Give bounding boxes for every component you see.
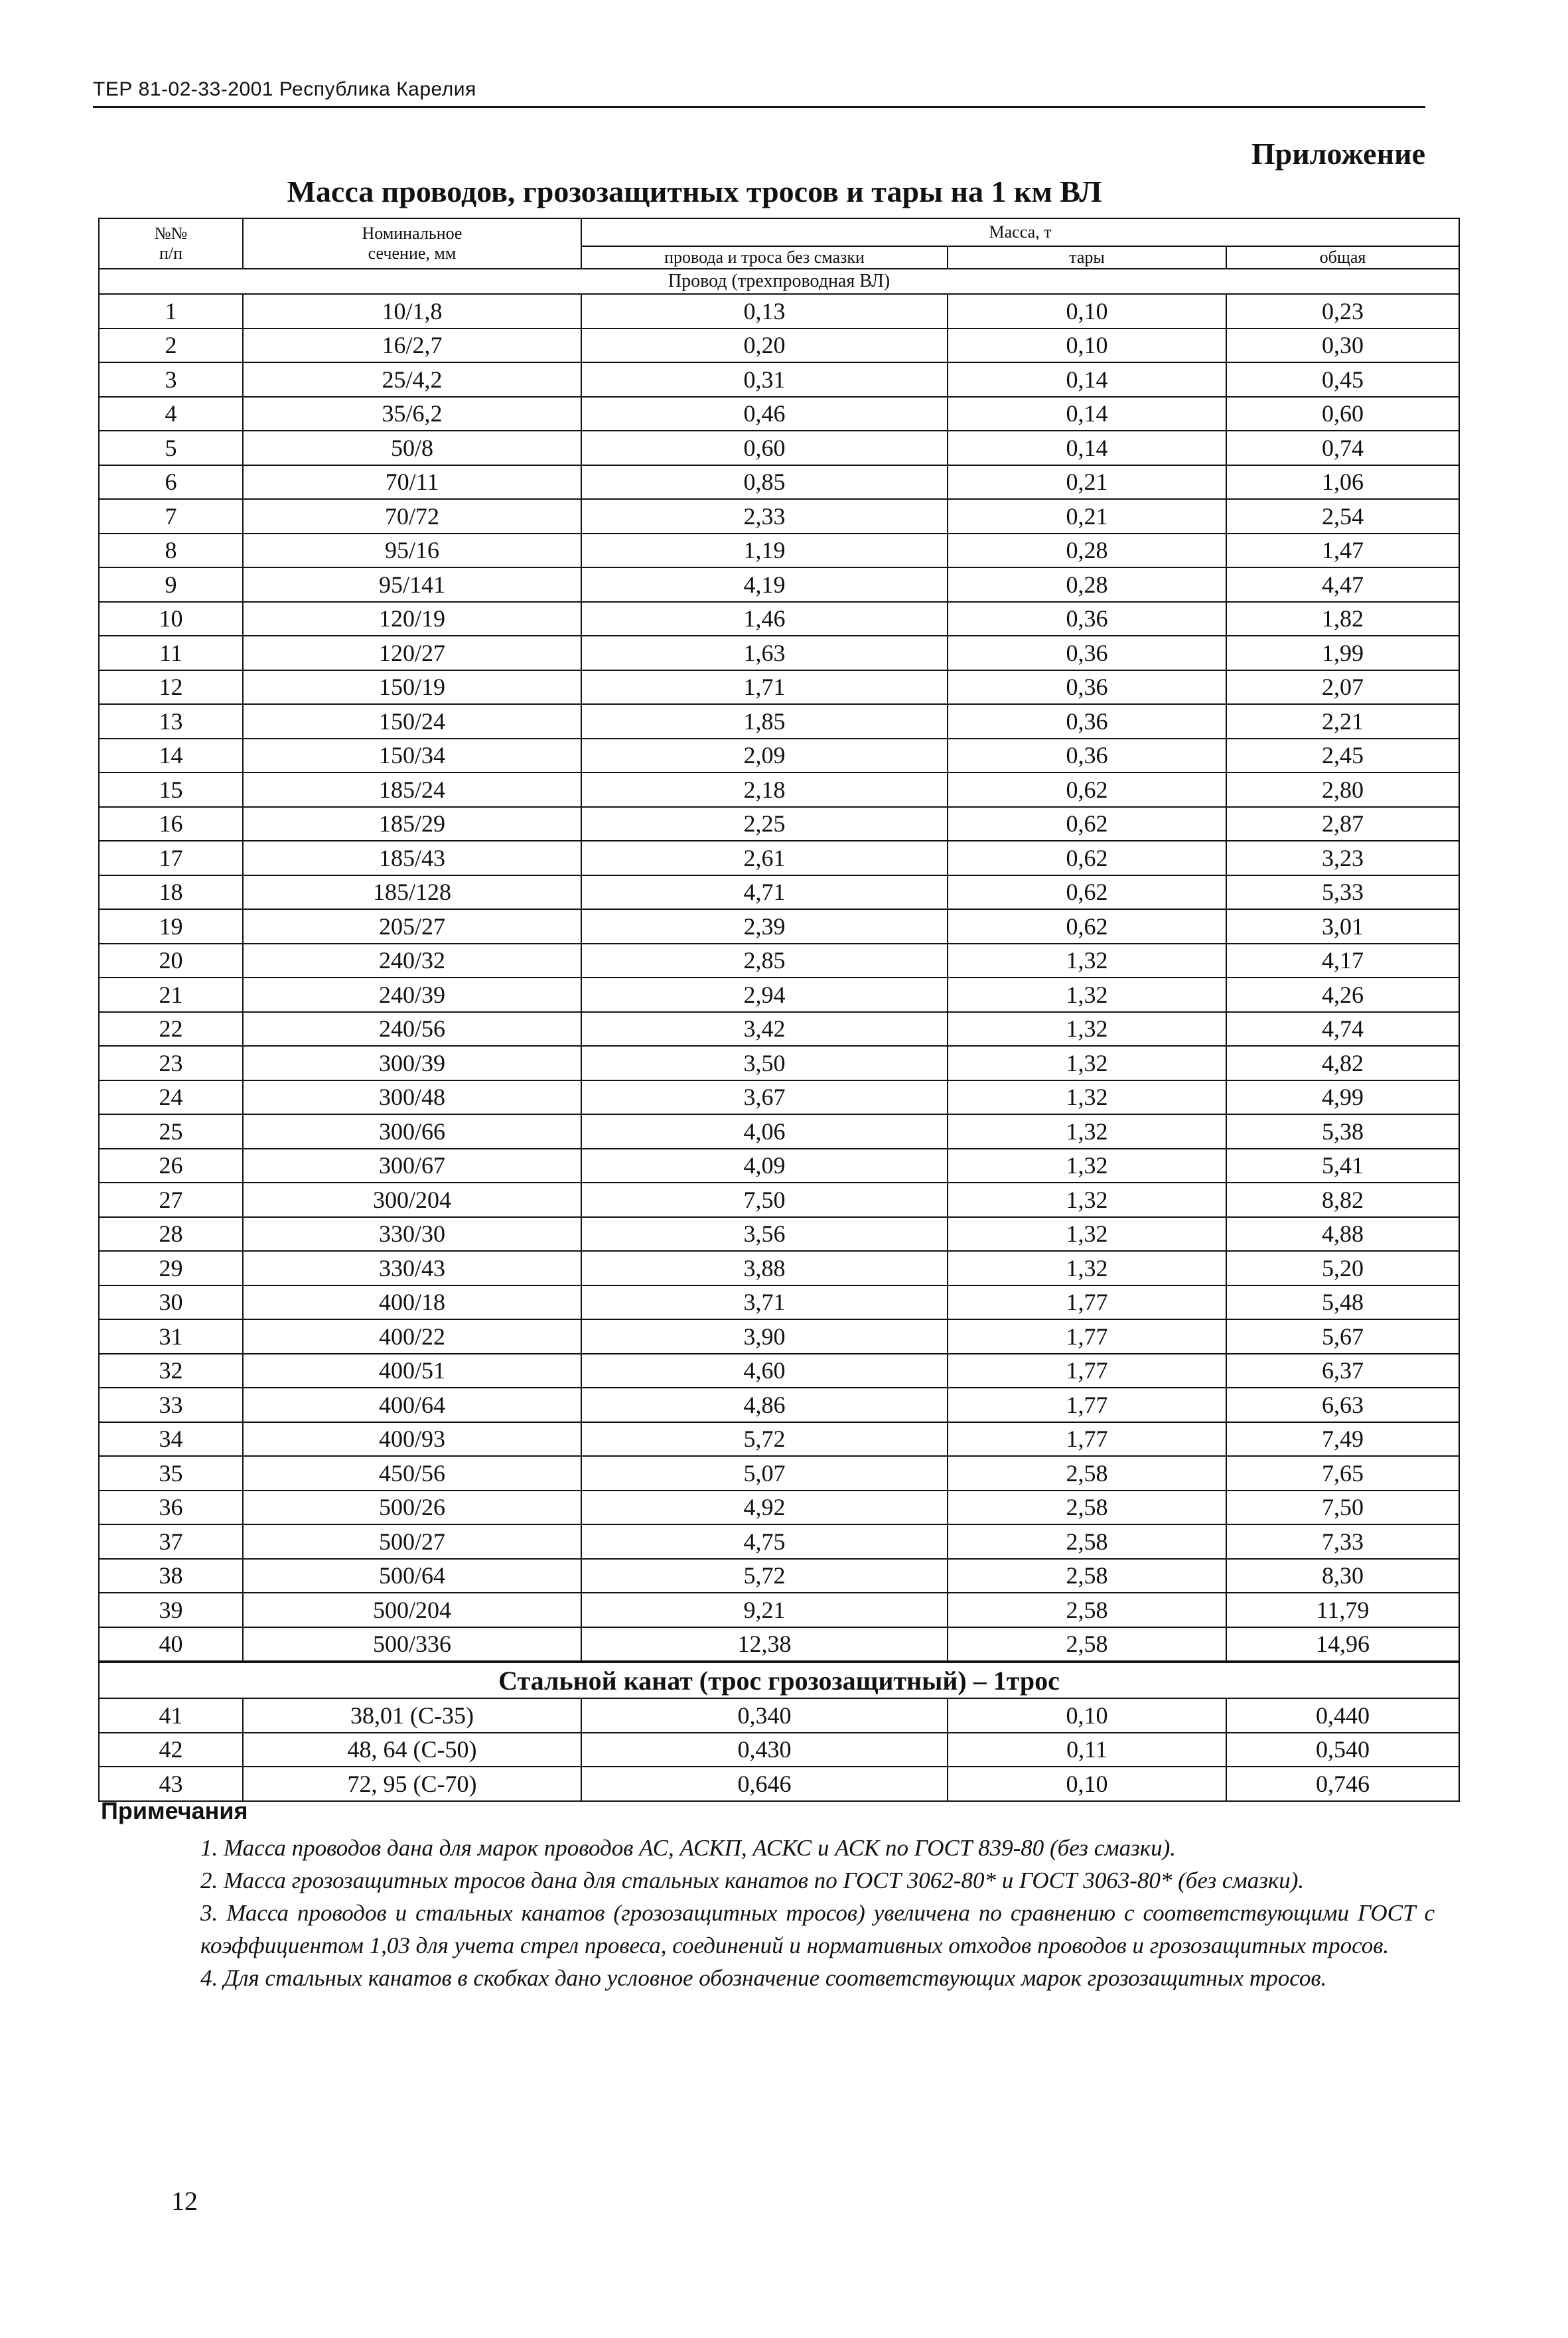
page-number: 12 (171, 2186, 198, 2216)
tare-mass: 1,32 (948, 1183, 1226, 1217)
wire-mass: 2,18 (581, 772, 948, 807)
row-number: 37 (99, 1524, 243, 1559)
row-number: 27 (99, 1183, 243, 1217)
total-mass: 1,99 (1226, 636, 1459, 670)
wire-mass: 3,42 (581, 1012, 948, 1047)
nominal-section: 500/27 (243, 1524, 581, 1559)
total-mass: 5,38 (1226, 1114, 1459, 1149)
tare-mass: 1,32 (948, 1012, 1226, 1047)
wire-mass: 4,92 (581, 1491, 948, 1525)
wire-mass: 4,71 (581, 875, 948, 910)
tare-mass: 0,62 (948, 909, 1226, 944)
col-wire-header: провода и троса без смазки (581, 246, 948, 269)
tare-mass: 0,36 (948, 704, 1226, 739)
appendix-label: Приложение (1251, 137, 1425, 171)
row-number: 21 (99, 978, 243, 1012)
nominal-section: 48, 64 (С-50) (243, 1733, 581, 1767)
nominal-section: 400/93 (243, 1422, 581, 1457)
table-row (99, 1149, 1459, 1183)
table-row (99, 1114, 1459, 1149)
nominal-section: 330/43 (243, 1251, 581, 1285)
row-number: 24 (99, 1080, 243, 1115)
total-mass: 3,01 (1226, 909, 1459, 944)
nominal-section: 300/39 (243, 1046, 581, 1080)
total-mass: 5,33 (1226, 875, 1459, 910)
wire-mass: 7,50 (581, 1183, 948, 1217)
table-row (99, 1627, 1459, 1662)
row-number: 41 (99, 1698, 243, 1733)
nominal-section: 240/39 (243, 978, 581, 1012)
col-total-header: общая (1226, 246, 1459, 269)
total-mass: 4,74 (1226, 1012, 1459, 1047)
nominal-section: 400/64 (243, 1388, 581, 1422)
nominal-section: 205/27 (243, 909, 581, 944)
total-mass: 5,20 (1226, 1251, 1459, 1285)
total-mass: 1,82 (1226, 602, 1459, 636)
wire-mass: 0,430 (581, 1733, 948, 1767)
tare-mass: 1,77 (948, 1388, 1226, 1422)
total-mass: 5,41 (1226, 1149, 1459, 1183)
nominal-section: 38,01 (С-35) (243, 1698, 581, 1733)
row-number: 8 (99, 534, 243, 568)
nominal-section: 185/43 (243, 841, 581, 875)
nominal-section: 400/18 (243, 1285, 581, 1320)
total-mass: 4,47 (1226, 567, 1459, 602)
nominal-section: 240/56 (243, 1012, 581, 1047)
mass-table (98, 218, 1460, 1802)
row-number: 6 (99, 465, 243, 500)
tare-mass: 1,32 (948, 1149, 1226, 1183)
total-mass: 0,45 (1226, 362, 1459, 397)
total-mass: 0,440 (1226, 1698, 1459, 1733)
wire-mass: 1,19 (581, 534, 948, 568)
tare-mass: 2,58 (948, 1456, 1226, 1491)
total-mass: 2,07 (1226, 670, 1459, 705)
total-mass: 1,06 (1226, 465, 1459, 500)
wire-mass: 0,46 (581, 397, 948, 431)
tare-mass: 1,77 (948, 1285, 1226, 1320)
total-mass: 2,21 (1226, 704, 1459, 739)
table-row (99, 397, 1459, 431)
table-row (99, 909, 1459, 944)
running-title: ТЕР 81-02-33-2001 Республика Карелия (93, 78, 476, 100)
total-mass: 4,82 (1226, 1046, 1459, 1080)
wire-mass: 2,85 (581, 944, 948, 978)
nominal-section: 400/51 (243, 1354, 581, 1388)
tare-mass: 0,62 (948, 875, 1226, 910)
row-number: 9 (99, 567, 243, 602)
tare-mass: 1,32 (948, 1046, 1226, 1080)
tare-mass: 0,10 (948, 294, 1226, 329)
table-row (99, 1251, 1459, 1285)
total-mass: 6,63 (1226, 1388, 1459, 1422)
nominal-section: 50/8 (243, 431, 581, 465)
wire-mass: 3,88 (581, 1251, 948, 1285)
table-row (99, 978, 1459, 1012)
total-mass: 7,65 (1226, 1456, 1459, 1491)
nominal-section: 330/30 (243, 1217, 581, 1252)
nominal-section: 95/16 (243, 534, 581, 568)
notes-title: Примечания (101, 1797, 248, 1824)
nominal-section: 500/336 (243, 1627, 581, 1662)
total-mass: 2,80 (1226, 772, 1459, 807)
wire-mass: 0,646 (581, 1767, 948, 1801)
table-row (99, 431, 1459, 465)
wire-mass: 4,09 (581, 1149, 948, 1183)
table-row (99, 1491, 1459, 1525)
table-row (99, 704, 1459, 739)
tare-mass: 0,28 (948, 534, 1226, 568)
note-2: 2. Масса грозозащитных тросов дана для стальных канатов по ГОСТ 3062-80* и ГОСТ 3063-80* (без смазки). (200, 1867, 1305, 1893)
tare-mass: 1,32 (948, 1217, 1226, 1252)
total-mass: 5,67 (1226, 1319, 1459, 1354)
tare-mass: 2,58 (948, 1524, 1226, 1559)
nominal-section: 300/67 (243, 1149, 581, 1183)
tare-mass: 0,21 (948, 499, 1226, 534)
section-cable-label: Стальной канат (трос грозозащитный) – 1трос (99, 1662, 1459, 1698)
nominal-section: 185/128 (243, 875, 581, 910)
tare-mass: 0,62 (948, 841, 1226, 875)
table-row (99, 294, 1459, 329)
nominal-section: 10/1,8 (243, 294, 581, 329)
tare-mass: 0,10 (948, 1767, 1226, 1801)
note-1: 1. Масса проводов дана для марок проводов АС, АСКП, АСКС и АСК по ГОСТ 839-80 (без смазки). (200, 1835, 1176, 1861)
table-row (99, 1388, 1459, 1422)
nominal-section: 300/48 (243, 1080, 581, 1115)
tare-mass: 0,10 (948, 329, 1226, 363)
nominal-section: 185/24 (243, 772, 581, 807)
row-number: 4 (99, 397, 243, 431)
table-row (99, 1217, 1459, 1252)
table-row (99, 602, 1459, 636)
row-number: 11 (99, 636, 243, 670)
total-mass: 4,17 (1226, 944, 1459, 978)
table-row (99, 567, 1459, 602)
row-number: 26 (99, 1149, 243, 1183)
row-number: 32 (99, 1354, 243, 1388)
tare-mass: 0,14 (948, 431, 1226, 465)
total-mass: 8,82 (1226, 1183, 1459, 1217)
wire-mass: 5,07 (581, 1456, 948, 1491)
wire-mass: 4,19 (581, 567, 948, 602)
nominal-section: 95/141 (243, 567, 581, 602)
wire-mass: 12,38 (581, 1627, 948, 1662)
tare-mass: 1,77 (948, 1319, 1226, 1354)
tare-mass: 0,62 (948, 772, 1226, 807)
nominal-section: 450/56 (243, 1456, 581, 1491)
total-mass: 14,96 (1226, 1627, 1459, 1662)
nominal-section: 120/19 (243, 602, 581, 636)
row-number: 2 (99, 329, 243, 363)
nominal-section: 500/26 (243, 1491, 581, 1525)
wire-mass: 5,72 (581, 1422, 948, 1457)
tare-mass: 0,62 (948, 807, 1226, 841)
wire-mass: 5,72 (581, 1559, 948, 1593)
tare-mass: 1,32 (948, 944, 1226, 978)
row-number: 35 (99, 1456, 243, 1491)
nominal-section: 150/34 (243, 739, 581, 773)
table-row (99, 841, 1459, 875)
table-title (0, 174, 1568, 209)
row-number: 5 (99, 431, 243, 465)
row-number: 30 (99, 1285, 243, 1320)
total-mass: 5,48 (1226, 1285, 1459, 1320)
table-row (99, 329, 1459, 363)
total-mass: 4,26 (1226, 978, 1459, 1012)
row-number: 19 (99, 909, 243, 944)
tare-mass: 0,36 (948, 739, 1226, 773)
total-mass: 11,79 (1226, 1593, 1459, 1627)
table-row (99, 807, 1459, 841)
row-number: 28 (99, 1217, 243, 1252)
table-row (99, 1354, 1459, 1388)
wire-mass: 4,86 (581, 1388, 948, 1422)
wire-mass: 2,61 (581, 841, 948, 875)
table-row (99, 362, 1459, 397)
table-row (99, 875, 1459, 910)
wire-mass: 2,09 (581, 739, 948, 773)
wire-mass: 2,39 (581, 909, 948, 944)
nominal-section: 25/4,2 (243, 362, 581, 397)
wire-mass: 4,06 (581, 1114, 948, 1149)
total-mass: 0,23 (1226, 294, 1459, 329)
col-mass-header: Масса, т (581, 218, 1459, 246)
col-num-top: №№ (154, 224, 188, 243)
row-number: 42 (99, 1733, 243, 1767)
wire-mass: 3,67 (581, 1080, 948, 1115)
table-row (99, 1046, 1459, 1080)
table-row (99, 1559, 1459, 1593)
table-row (99, 1767, 1459, 1801)
wire-mass: 1,46 (581, 602, 948, 636)
wire-mass: 4,60 (581, 1354, 948, 1388)
section-wire-label: Провод (трехпроводная ВЛ) (99, 269, 1459, 294)
tare-mass: 0,36 (948, 670, 1226, 705)
table-row (99, 1319, 1459, 1354)
wire-mass: 3,90 (581, 1319, 948, 1354)
nominal-section: 240/32 (243, 944, 581, 978)
total-mass: 6,37 (1226, 1354, 1459, 1388)
row-number: 31 (99, 1319, 243, 1354)
row-number: 23 (99, 1046, 243, 1080)
total-mass: 4,99 (1226, 1080, 1459, 1115)
tare-mass: 0,21 (948, 465, 1226, 500)
total-mass: 1,47 (1226, 534, 1459, 568)
total-mass: 2,54 (1226, 499, 1459, 534)
nominal-section: 300/204 (243, 1183, 581, 1217)
wire-rows (99, 294, 1459, 1662)
wire-mass: 3,56 (581, 1217, 948, 1252)
tare-mass: 1,32 (948, 1080, 1226, 1115)
wire-mass: 3,71 (581, 1285, 948, 1320)
table-row (99, 465, 1459, 500)
row-number: 10 (99, 602, 243, 636)
row-number: 12 (99, 670, 243, 705)
total-mass: 0,60 (1226, 397, 1459, 431)
tare-mass: 0,28 (948, 567, 1226, 602)
col-section-top: Номинальное (362, 224, 463, 243)
table-row (99, 1593, 1459, 1627)
wire-mass: 0,60 (581, 431, 948, 465)
wire-mass: 2,94 (581, 978, 948, 1012)
table-row (99, 1524, 1459, 1559)
nominal-section: 70/11 (243, 465, 581, 500)
row-number: 20 (99, 944, 243, 978)
table-row (99, 1183, 1459, 1217)
total-mass: 7,33 (1226, 1524, 1459, 1559)
nominal-section: 150/24 (243, 704, 581, 739)
total-mass: 8,30 (1226, 1559, 1459, 1593)
table-row (99, 1733, 1459, 1767)
table-header (99, 218, 1459, 294)
table-row (99, 1012, 1459, 1047)
table-row (99, 670, 1459, 705)
nominal-section: 35/6,2 (243, 397, 581, 431)
nominal-section: 150/19 (243, 670, 581, 705)
cable-section (99, 1662, 1459, 1698)
total-mass: 7,49 (1226, 1422, 1459, 1457)
table-row (99, 499, 1459, 534)
table-row (99, 739, 1459, 773)
tare-mass: 0,36 (948, 602, 1226, 636)
wire-mass: 3,50 (581, 1046, 948, 1080)
tare-mass: 0,14 (948, 362, 1226, 397)
total-mass: 3,23 (1226, 841, 1459, 875)
nominal-section: 120/27 (243, 636, 581, 670)
row-number: 29 (99, 1251, 243, 1285)
wire-mass: 0,340 (581, 1698, 948, 1733)
row-number: 39 (99, 1593, 243, 1627)
row-number: 36 (99, 1491, 243, 1525)
tare-mass: 0,14 (948, 397, 1226, 431)
total-mass: 7,50 (1226, 1491, 1459, 1525)
tare-mass: 2,58 (948, 1593, 1226, 1627)
col-tare-header: тары (948, 246, 1226, 269)
nominal-section: 72, 95 (С-70) (243, 1767, 581, 1801)
row-number: 38 (99, 1559, 243, 1593)
tare-mass: 0,10 (948, 1698, 1226, 1733)
cable-rows (99, 1698, 1459, 1801)
col-section-bottom: сечение, мм (368, 244, 457, 263)
tare-mass: 0,36 (948, 636, 1226, 670)
total-mass: 0,74 (1226, 431, 1459, 465)
row-number: 33 (99, 1388, 243, 1422)
tare-mass: 1,32 (948, 1114, 1226, 1149)
row-number: 14 (99, 739, 243, 773)
col-num-bottom: п/п (159, 244, 183, 263)
row-number: 25 (99, 1114, 243, 1149)
row-number: 43 (99, 1767, 243, 1801)
tare-mass: 2,58 (948, 1559, 1226, 1593)
tare-mass: 1,32 (948, 1251, 1226, 1285)
wire-mass: 2,33 (581, 499, 948, 534)
nominal-section: 500/204 (243, 1593, 581, 1627)
wire-mass: 0,85 (581, 465, 948, 500)
table-row (99, 944, 1459, 978)
nominal-section: 500/64 (243, 1559, 581, 1593)
total-mass: 0,30 (1226, 329, 1459, 363)
row-number: 17 (99, 841, 243, 875)
row-number: 40 (99, 1627, 243, 1662)
wire-mass: 1,63 (581, 636, 948, 670)
table-row (99, 534, 1459, 568)
wire-mass: 9,21 (581, 1593, 948, 1627)
col-section-header (243, 218, 581, 269)
wire-mass: 0,20 (581, 329, 948, 363)
nominal-section: 400/22 (243, 1319, 581, 1354)
header-divider (93, 106, 1425, 108)
tare-mass: 2,58 (948, 1491, 1226, 1525)
nominal-section: 16/2,7 (243, 329, 581, 363)
row-number: 34 (99, 1422, 243, 1457)
wire-mass: 1,71 (581, 670, 948, 705)
table-row (99, 1456, 1459, 1491)
row-number: 13 (99, 704, 243, 739)
nominal-section: 185/29 (243, 807, 581, 841)
tare-mass: 2,58 (948, 1627, 1226, 1662)
table-row (99, 636, 1459, 670)
nominal-section: 70/72 (243, 499, 581, 534)
tare-mass: 1,77 (948, 1422, 1226, 1457)
nominal-section: 300/66 (243, 1114, 581, 1149)
total-mass: 4,88 (1226, 1217, 1459, 1252)
total-mass: 2,87 (1226, 807, 1459, 841)
table-row (99, 1080, 1459, 1115)
table-title-text: Масса проводов, грозозащитных тросов и тары на 1 км ВЛ (287, 175, 1102, 208)
col-num-header (99, 218, 243, 269)
wire-mass: 0,13 (581, 294, 948, 329)
wire-mass: 4,75 (581, 1524, 948, 1559)
tare-mass: 1,32 (948, 978, 1226, 1012)
total-mass: 2,45 (1226, 739, 1459, 773)
row-number: 3 (99, 362, 243, 397)
row-number: 7 (99, 499, 243, 534)
row-number: 1 (99, 294, 243, 329)
row-number: 15 (99, 772, 243, 807)
table-row (99, 1698, 1459, 1733)
table-row (99, 772, 1459, 807)
wire-mass: 2,25 (581, 807, 948, 841)
notes-block (101, 1797, 1435, 1994)
total-mass: 0,540 (1226, 1733, 1459, 1767)
table-row (99, 1422, 1459, 1457)
wire-mass: 1,85 (581, 704, 948, 739)
note-4: 4. Для стальных канатов в скобках дано условное обозначение соответствующих марок грозозащитных тросов. (200, 1965, 1327, 1991)
row-number: 16 (99, 807, 243, 841)
table-row (99, 1285, 1459, 1320)
row-number: 22 (99, 1012, 243, 1047)
row-number: 18 (99, 875, 243, 910)
note-3: 3. Масса проводов и стальных канатов (грозозащитных тросов) увеличена по сравнению с соответствующими ГОСТ с коэффициентом 1,03 для учета стрел провеса, соединений и нормативных отходов проводов и грозозащитных тросов. (200, 1900, 1435, 1958)
tare-mass: 1,77 (948, 1354, 1226, 1388)
tare-mass: 0,11 (948, 1733, 1226, 1767)
total-mass: 0,746 (1226, 1767, 1459, 1801)
wire-mass: 0,31 (581, 362, 948, 397)
